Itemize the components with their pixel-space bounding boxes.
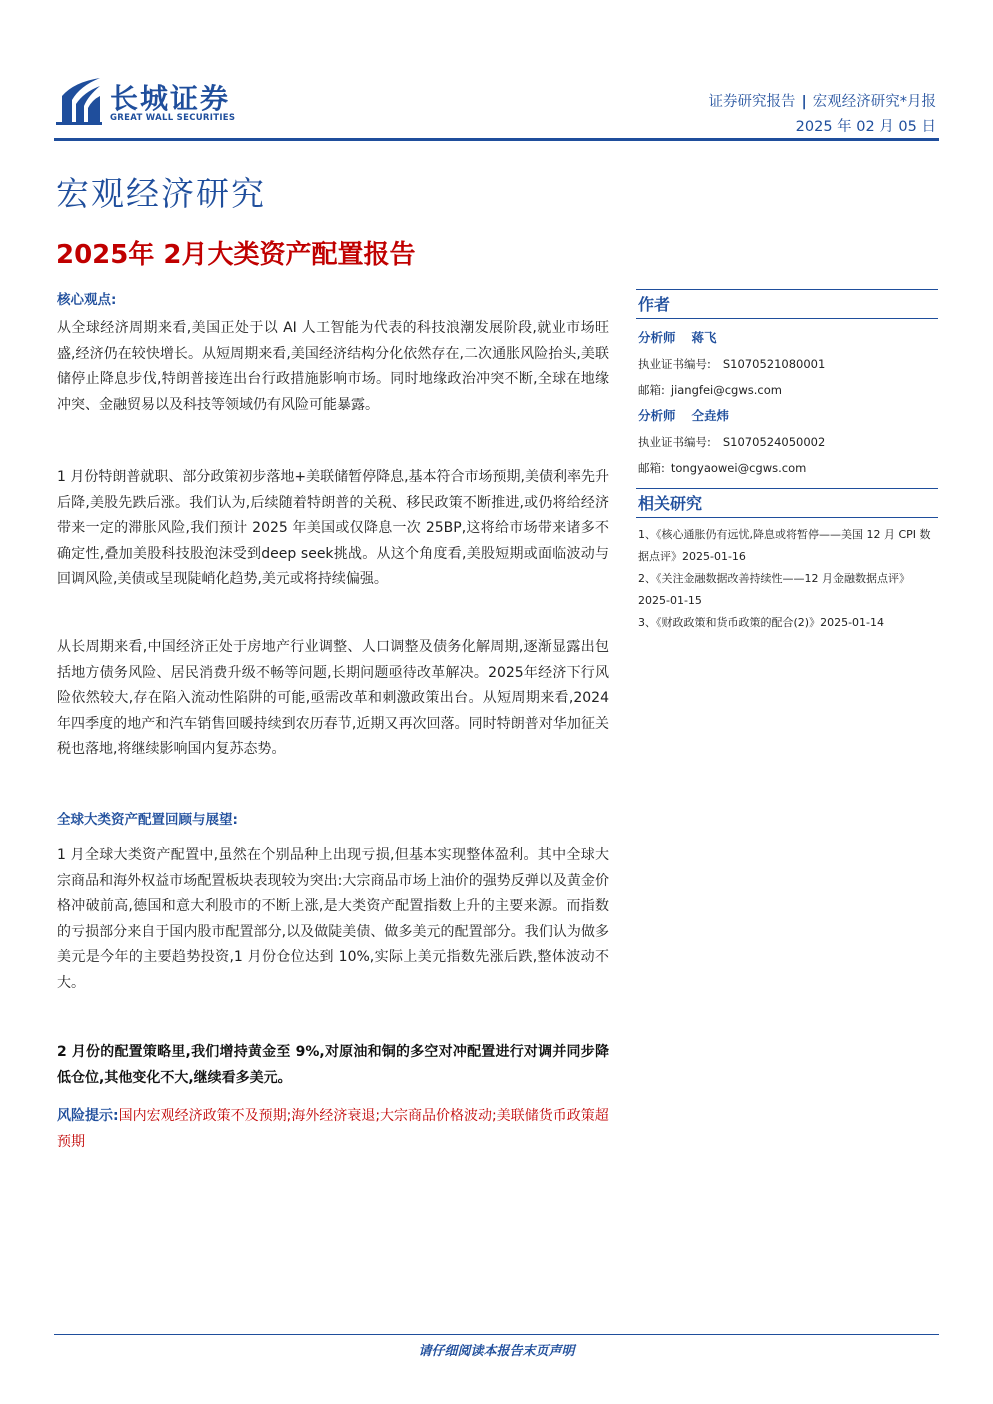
analyst-1-email — [638, 377, 938, 403]
core-heading: 核心观点: — [57, 292, 117, 308]
analyst-1 — [638, 325, 938, 351]
footer-divider — [54, 1334, 939, 1335]
analyst-title: 分析师 — [638, 330, 676, 345]
cert-number: S1070524050002 — [722, 435, 826, 449]
analyst-name: 仝垚炜 — [691, 408, 730, 423]
logo-english-name: GREAT WALL SECURITIES — [110, 113, 236, 123]
report-title: 2025年 2月大类资产配置报告 — [56, 240, 416, 270]
review-paragraph: 1 月全球大类资产配置中,虽然在个别品种上出现亏损,但基本实现整体盈利。其中全球大宗商品和海外权益市场配置板块表现较为突出:大宗商品市场上油价的强势反弹以及黄金价格冲破前高,德国和意大利股市的不断上涨,是大类资产配置指数上升的主要来源。而指数的亏损部分来自于国内股市配置部分,以及做陡美债、做多美元的配置部分。我们认为做多美元是今年的主要趋势投资,1 月份仓位达到 10%,实际上美元指数先涨后跌,整体波动不大。 — [57, 847, 609, 991]
review-heading: 全球大类资产配置回顾与展望: — [57, 812, 238, 828]
risk-label: 风险提示: — [57, 1108, 119, 1124]
cert-number: S1070521080001 — [722, 357, 826, 371]
related-heading: 相关研究 — [636, 488, 938, 518]
report-meta — [708, 90, 936, 140]
analyst-title: 分析师 — [638, 408, 676, 423]
cert-label: 执业证书编号: — [638, 435, 711, 449]
related-item-2[interactable]: 2、《关注金融数据改善持续性——12 月金融数据点评》2025-01-15 — [638, 572, 910, 607]
report-category: 宏观经济研究*月报 — [812, 94, 936, 110]
great-wall-logo-icon — [54, 76, 104, 126]
email-link[interactable]: tongyaowei@cgws.com — [670, 461, 807, 475]
related-research-panel — [636, 488, 938, 634]
core-paragraph-3: 从长周期来看,中国经济正处于房地产行业调整、人口调整及债务化解周期,逐渐显露出包括地方债务风险、居民消费升级不畅等问题,长期问题亟待改革解决。2025年经济下行风险依然较大,存在陷入流动性陷阱的可能,亟需改革和刺激政策出台。从短周期来看,2024年四季度的地产和汽车销售回暖持续到农历春节,近期又再次回落。同时特朗普对华加征关税也落地,将继续影响国内复苏态势。 — [57, 639, 609, 757]
header-divider — [54, 138, 939, 141]
related-item-1[interactable]: 1、《核心通胀仍有远忧,降息或将暂停——美国 12 月 CPI 数据点评》2025-01-16 — [638, 528, 931, 563]
logo-chinese-name: 长城证券 — [110, 82, 231, 115]
risk-text: 国内宏观经济政策不及预期;海外经济衰退;大宗商品价格波动;美联储货币政策超预期 — [57, 1108, 609, 1150]
analyst-2 — [638, 403, 938, 429]
analyst-2-cert — [638, 429, 938, 455]
core-paragraph-2: 1 月份特朗普就职、部分政策初步落地+美联储暂停降息,基本符合市场预期,美债利率先升后降,美股先跌后涨。我们认为,后续随着特朗普的关税、移民政策不断推进,或仍将给经济带来一定的滞胀风险,我们预计 2025 年美国或仅降息一次 25BP,这将给市场带来诸多不确定性,叠加美股科技股泡沫受到deep seek挑战。从这个角度看,美股短期或面临波动与回调风险,美债或呈现陡峭化趋势,美元或将持续偏强。 — [57, 469, 609, 587]
analyst-2-email — [638, 455, 938, 481]
section-title: 宏观经济研究 — [56, 174, 266, 213]
authors-panel — [636, 289, 938, 481]
cert-label: 执业证书编号: — [638, 357, 711, 371]
report-date: 2025 年 02 月 05 日 — [795, 119, 936, 135]
separator: | — [801, 94, 807, 110]
core-paragraph-1: 从全球经济周期来看,美国正处于以 AI 人工智能为代表的科技浪潮发展阶段,就业市场旺盛,经济仍在较快增长。从短周期来看,美国经济结构分化依然存在,二次通胀风险抬头,美联储停止降息步伐,特朗普接连出台行政措施影响市场。同时地缘政治冲突不断,全球在地缘冲突、金融贸易以及科技等领域仍有风险可能暴露。 — [57, 320, 609, 413]
strategy-paragraph: 2 月份的配置策略里,我们增持黄金至 9%,对原油和铜的多空对冲配置进行对调并同步降低仓位,其他变化不大,继续看多美元。 — [57, 1044, 609, 1086]
analyst-1-cert — [638, 351, 938, 377]
analyst-name: 蒋飞 — [691, 330, 717, 345]
report-type: 证券研究报告 — [708, 94, 796, 110]
email-label: 邮箱: — [638, 461, 665, 475]
risk-warning — [57, 1104, 609, 1155]
company-logo — [54, 76, 274, 128]
email-link[interactable]: jiangfei@cgws.com — [670, 383, 782, 397]
authors-heading: 作者 — [636, 289, 938, 319]
email-label: 邮箱: — [638, 383, 665, 397]
related-item-3[interactable]: 3、《财政政策和货币政策的配合(2)》2025-01-14 — [638, 616, 885, 629]
footer-disclaimer: 请仔细阅读本报告末页声明 — [418, 1344, 575, 1359]
